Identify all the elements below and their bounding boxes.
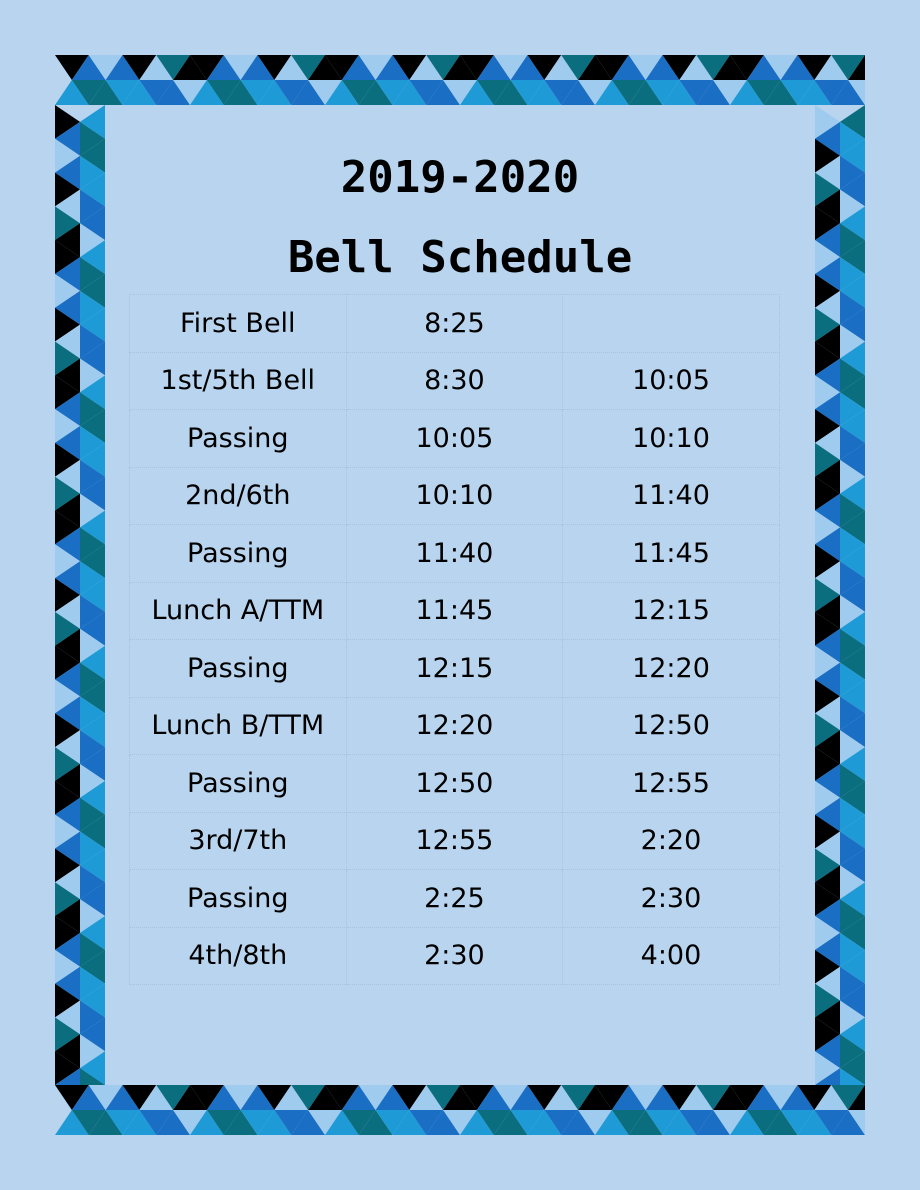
schedule-year: 2019-2020 <box>340 152 580 203</box>
table-row <box>130 525 780 583</box>
table-row <box>130 640 780 698</box>
end-time-cell: 2:30 <box>563 870 780 928</box>
period-cell: Passing <box>130 525 347 583</box>
end-time-cell: 2:20 <box>563 812 780 870</box>
schedule-title: Bell Schedule <box>287 232 633 283</box>
table-row <box>130 870 780 928</box>
start-time-cell: 8:25 <box>346 295 563 353</box>
period-cell: Passing <box>130 410 347 468</box>
table-row <box>130 812 780 870</box>
start-time-cell: 12:15 <box>346 640 563 698</box>
period-cell: First Bell <box>130 295 347 353</box>
start-time-cell: 12:55 <box>346 812 563 870</box>
start-time-cell: 10:10 <box>346 467 563 525</box>
start-time-cell: 12:20 <box>346 697 563 755</box>
end-time-cell: 12:50 <box>563 697 780 755</box>
period-cell: 4th/8th <box>130 927 347 985</box>
table-row <box>130 697 780 755</box>
end-time-cell: 4:00 <box>563 927 780 985</box>
end-time-cell: 11:40 <box>563 467 780 525</box>
start-time-cell: 2:30 <box>346 927 563 985</box>
end-time-cell: 10:05 <box>563 352 780 410</box>
end-time-cell: 12:20 <box>563 640 780 698</box>
period-cell: Passing <box>130 640 347 698</box>
start-time-cell: 11:45 <box>346 582 563 640</box>
end-time-cell: 12:15 <box>563 582 780 640</box>
table-row <box>130 295 780 353</box>
period-cell: 3rd/7th <box>130 812 347 870</box>
title-block <box>105 138 815 298</box>
start-time-cell: 11:40 <box>346 525 563 583</box>
start-time-cell: 12:50 <box>346 755 563 813</box>
end-time-cell: 11:45 <box>563 525 780 583</box>
table-row <box>130 352 780 410</box>
bell-schedule-table <box>129 294 780 985</box>
start-time-cell: 8:30 <box>346 352 563 410</box>
table-row <box>130 467 780 525</box>
table-row <box>130 410 780 468</box>
period-cell: 2nd/6th <box>130 467 347 525</box>
period-cell: 1st/5th Bell <box>130 352 347 410</box>
start-time-cell: 2:25 <box>346 870 563 928</box>
period-cell: Lunch A/TTM <box>130 582 347 640</box>
start-time-cell: 10:05 <box>346 410 563 468</box>
table-row <box>130 582 780 640</box>
end-time-cell: 10:10 <box>563 410 780 468</box>
period-cell: Lunch B/TTM <box>130 697 347 755</box>
table-row <box>130 927 780 985</box>
end-time-cell: 12:55 <box>563 755 780 813</box>
table-row <box>130 755 780 813</box>
period-cell: Passing <box>130 755 347 813</box>
period-cell: Passing <box>130 870 347 928</box>
end-time-cell <box>563 295 780 353</box>
